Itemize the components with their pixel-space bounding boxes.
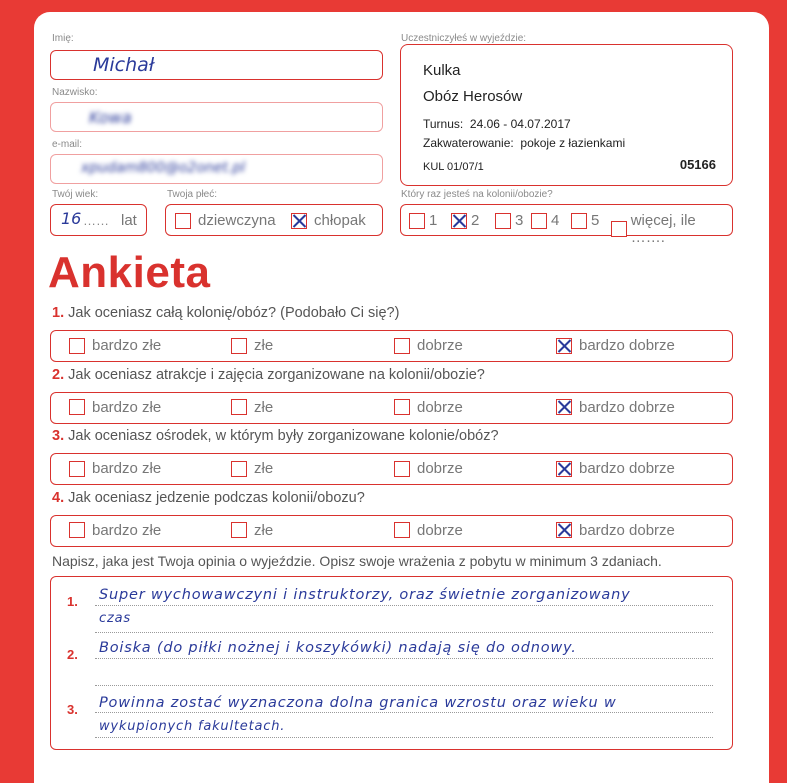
answer-option-label: bardzo złe — [92, 337, 162, 354]
opinion-box[interactable] — [50, 576, 733, 750]
answer-option[interactable] — [394, 460, 463, 477]
surname-field[interactable] — [50, 102, 383, 132]
answer-option-label: złe — [254, 521, 274, 539]
name-value: Michał — [93, 54, 155, 76]
writing-line — [95, 712, 713, 713]
checkbox-icon[interactable] — [531, 213, 547, 229]
camp-number: 05166 — [679, 157, 716, 172]
answer-option-label: dobrze — [417, 521, 463, 539]
times-option[interactable] — [495, 212, 523, 229]
camp-info-box — [400, 44, 733, 186]
camp-code: KUL 01/07/1 — [423, 161, 484, 173]
email-value: xpudam800@o2onet.pl — [81, 160, 246, 176]
age-label: Twój wiek: — [52, 189, 99, 200]
survey-title: Ankieta — [48, 248, 211, 297]
email-field[interactable] — [50, 154, 383, 184]
answer-option-label: bardzo dobrze — [579, 337, 675, 354]
gender-option-female[interactable]: dziewczyna — [175, 212, 276, 229]
answer-option[interactable] — [69, 399, 161, 416]
answer-option[interactable] — [69, 337, 161, 354]
surname-value: Kowa — [89, 108, 132, 127]
camp-accommodation: Zakwaterowanie: pokoje z łazienkami — [423, 136, 626, 150]
answer-row — [50, 453, 733, 485]
answer-option-label: dobrze — [417, 398, 463, 416]
checkbox-checked-icon[interactable] — [556, 522, 572, 538]
writing-line — [95, 605, 713, 606]
answer-option-label: złe — [254, 398, 274, 416]
writing-line — [95, 658, 713, 659]
times-option[interactable] — [571, 212, 599, 229]
checkbox-icon[interactable] — [495, 213, 511, 229]
gender-label: Twoja płeć: — [167, 189, 218, 200]
times-field — [400, 204, 733, 246]
checkbox-icon[interactable] — [69, 461, 85, 477]
checkbox-checked-icon[interactable] — [451, 213, 467, 229]
answer-option[interactable] — [231, 522, 273, 539]
age-dots: …… — [83, 213, 109, 228]
times-option[interactable] — [451, 212, 479, 229]
answer-option-label: złe — [254, 337, 274, 354]
checkbox-checked-icon[interactable] — [556, 338, 572, 354]
question-text: 4. Jak oceniasz jedzenie podczas kolonii/obozu? — [52, 489, 365, 506]
answer-option[interactable] — [556, 522, 675, 539]
answer-option-label: bardzo złe — [92, 521, 162, 539]
checkbox-checked-icon[interactable] — [291, 213, 307, 229]
checkbox-checked-icon[interactable] — [556, 461, 572, 477]
answer-option-label: bardzo złe — [92, 460, 162, 477]
checkbox-icon[interactable] — [69, 338, 85, 354]
checkbox-icon[interactable] — [69, 522, 85, 538]
opinion-text: czas — [99, 611, 131, 626]
times-option[interactable] — [611, 212, 732, 246]
checkbox-icon[interactable] — [231, 461, 247, 477]
checkbox-icon[interactable] — [69, 399, 85, 415]
question-text: 1. Jak oceniasz całą kolonię/obóz? (Podobało Ci się?) — [52, 305, 400, 321]
checkbox-icon[interactable] — [175, 213, 191, 229]
answer-row — [50, 330, 733, 362]
checkbox-icon[interactable] — [394, 338, 410, 354]
answer-option[interactable] — [231, 337, 273, 354]
writing-line — [95, 737, 713, 738]
answer-row — [50, 515, 733, 547]
opinion-text: Boiska (do piłki nożnej i koszykówki) nadają się do odnowy. — [99, 640, 577, 656]
question-text: 2. Jak oceniasz atrakcje i zajęcia zorganizowane na kolonii/obozie? — [52, 366, 485, 383]
answer-row — [50, 392, 733, 424]
answer-option[interactable] — [394, 522, 463, 539]
checkbox-icon[interactable] — [571, 213, 587, 229]
opinion-text: wykupionych fakultetach. — [99, 719, 286, 734]
checkbox-checked-icon[interactable] — [556, 399, 572, 415]
opinion-number: 3. — [67, 702, 78, 717]
camp-name: Obóz Herosów — [423, 88, 523, 105]
times-option[interactable] — [531, 212, 559, 229]
writing-line — [95, 632, 713, 633]
answer-option[interactable] — [394, 399, 463, 416]
answer-option-label: bardzo dobrze — [579, 398, 675, 416]
checkbox-icon[interactable] — [409, 213, 425, 229]
checkbox-icon[interactable] — [231, 338, 247, 354]
answer-option[interactable] — [556, 337, 675, 354]
answer-option[interactable] — [69, 522, 161, 539]
trip-label: Uczestniczyłeś w wyjeździe: — [401, 33, 527, 44]
question-text: 3. Jak oceniasz ośrodek, w którym były zorganizowane kolonie/obóz? — [52, 428, 499, 444]
answer-option-label: bardzo dobrze — [579, 460, 675, 477]
checkbox-icon[interactable] — [394, 461, 410, 477]
answer-option[interactable] — [556, 399, 675, 416]
checkbox-icon[interactable] — [231, 399, 247, 415]
answer-option[interactable] — [556, 460, 675, 477]
times-option-label: 1 — [429, 212, 438, 229]
checkbox-icon[interactable] — [394, 522, 410, 538]
answer-option-label: dobrze — [417, 460, 463, 477]
opinion-text: Super wychowawczyni i instruktorzy, oraz świetnie zorganizowany — [99, 587, 631, 603]
checkbox-icon[interactable] — [231, 522, 247, 538]
answer-option[interactable] — [231, 460, 273, 477]
answer-option[interactable] — [231, 399, 273, 416]
answer-option-label: dobrze — [417, 337, 463, 354]
answer-option-label: bardzo złe — [92, 398, 162, 416]
times-option-label: 5 — [591, 212, 600, 229]
checkbox-icon[interactable] — [611, 221, 627, 237]
gender-option-male[interactable]: chłopak — [291, 212, 366, 229]
writing-line — [95, 685, 713, 686]
answer-option[interactable] — [394, 337, 463, 354]
surname-label: Nazwisko: — [52, 87, 98, 98]
age-field[interactable] — [50, 204, 147, 236]
opinion-number: 2. — [67, 647, 78, 662]
answer-option-label: złe — [254, 460, 274, 477]
answer-option[interactable] — [69, 460, 161, 477]
times-option[interactable] — [409, 212, 437, 229]
name-label: Imię: — [52, 33, 74, 44]
gender-field — [165, 204, 383, 236]
opinion-prompt: Napisz, jaka jest Twoja opinia o wyjeździe. Opisz swoje wrażenia z pobytu w minimum 3 zdaniach. — [52, 553, 662, 569]
opinion-text: Powinna zostać wyznaczona dolna granica wzrostu oraz wieku w — [99, 695, 617, 711]
email-label: e-mail: — [52, 139, 83, 150]
times-option-label: 2 — [471, 212, 480, 229]
times-option-label: 3 — [515, 212, 524, 229]
name-field[interactable] — [50, 50, 383, 80]
age-unit: lat — [121, 212, 137, 229]
times-label: Który raz jesteś na kolonii/obozie? — [401, 189, 553, 200]
times-option-label: 4 — [551, 212, 560, 229]
answer-option-label: bardzo dobrze — [579, 521, 675, 539]
times-option-label: więcej, ile ……. — [630, 212, 696, 246]
opinion-number: 1. — [67, 594, 78, 609]
camp-turnus: Turnus: 24.06 - 04.07.2017 — [423, 117, 571, 131]
checkbox-icon[interactable] — [394, 399, 410, 415]
camp-organizer: Kulka — [423, 62, 461, 79]
age-value: 16 — [61, 209, 82, 228]
